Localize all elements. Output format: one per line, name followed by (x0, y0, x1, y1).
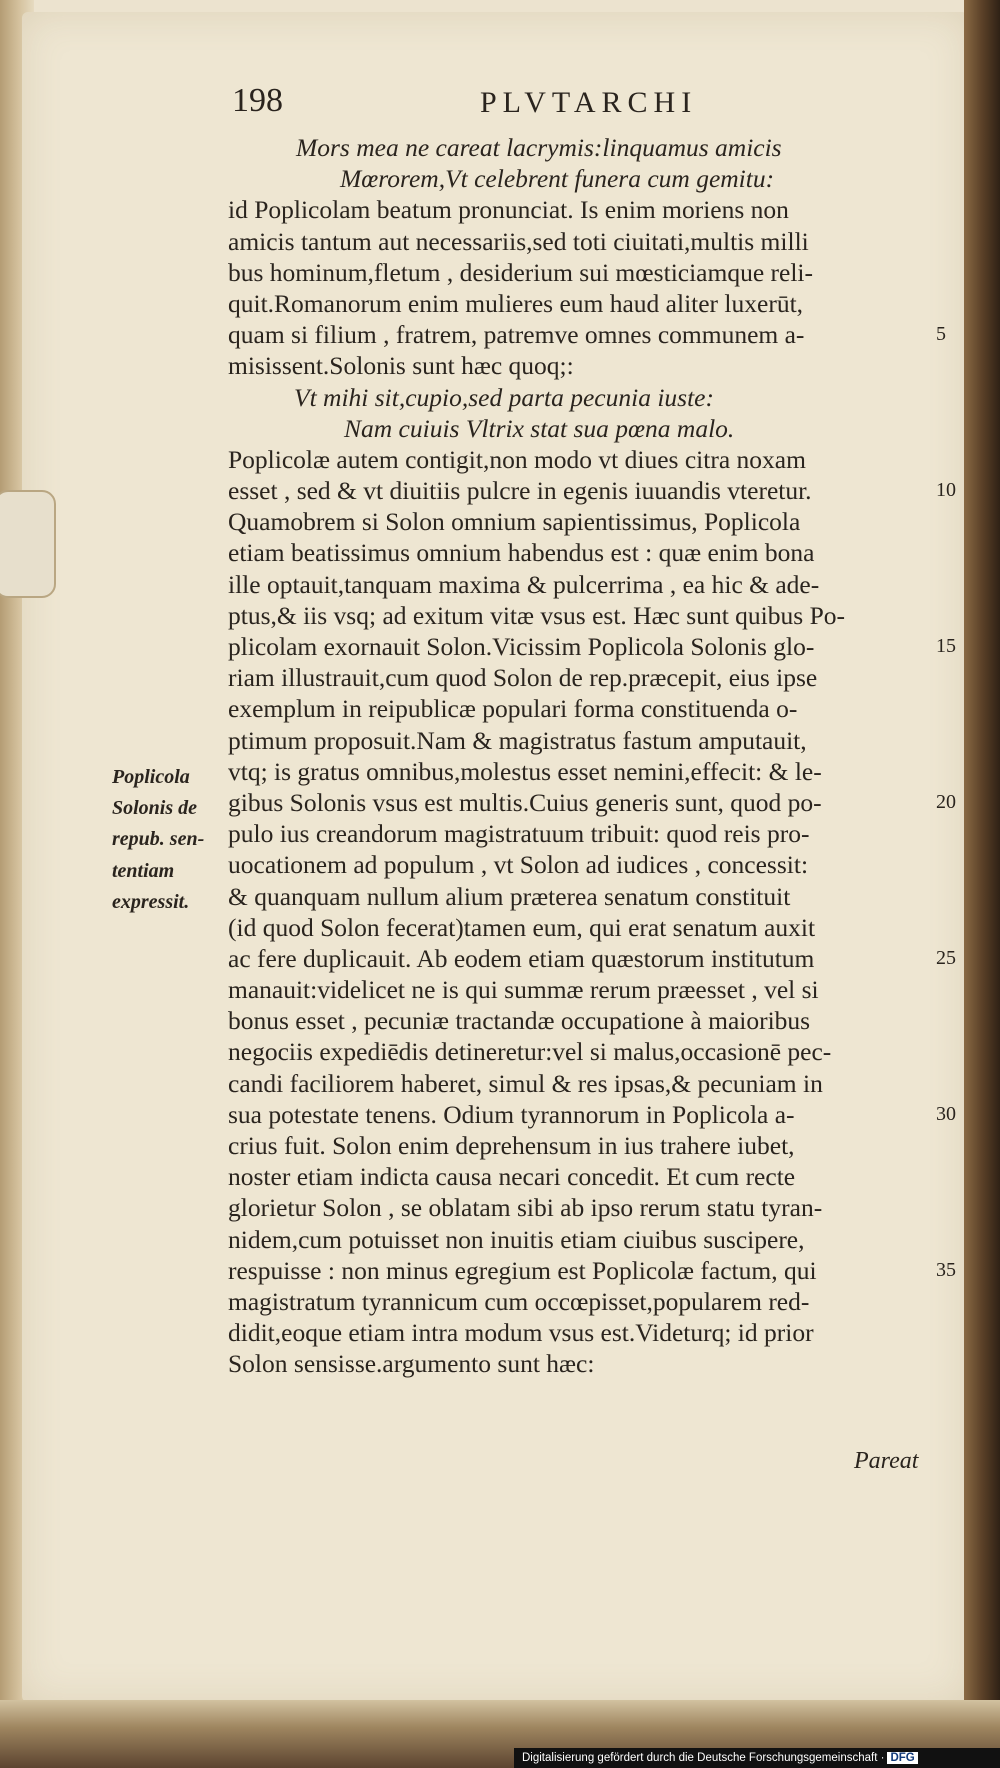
bookmark-clip (0, 490, 56, 598)
text-line: Poplicolæ autem contigit,non modo vt diues citra noxam (228, 444, 806, 474)
text-line: noster etiam indicta causa necari concedit. Et cum recte (228, 1162, 796, 1192)
text-line: candi faciliorem haberet, simul & res ipsas,& pecuniam in (228, 1068, 823, 1098)
text-line: exemplum in reipublicæ populari forma constituenda o- (228, 694, 798, 724)
text-line: riam illustrauit,cum quod Solon de rep.præcepit, eius ipse (228, 663, 818, 693)
text-line: ac fere duplicauit. Ab eodem etiam quæstorum institutum (228, 943, 815, 973)
catchword: Pareat (854, 1448, 919, 1474)
line-number: 10 (936, 479, 956, 502)
text-line: Mœrorem,Vt celebrent funera cum gemitu: (340, 164, 775, 194)
text-line: Quamobrem si Solon omnium sapientissimus, Poplicola (228, 507, 801, 537)
text-line: pulo ius creandorum magistratuum tribuit: quod reis pro- (228, 819, 810, 849)
text-line: etiam beatissimus omnium habendus est : quæ enim bona (228, 538, 815, 568)
text-line: plicolam exornauit Solon.Vicissim Poplicola Solonis glo- (228, 632, 815, 661)
digitization-credit: Digitalisierung gefördert durch die Deutsche Forschungsgemeinschaft · DFG (514, 1748, 1000, 1768)
text-line: (id quod Solon fecerat)tamen eum, qui erat senatum auxit (228, 912, 816, 942)
dfg-badge: DFG (887, 1752, 917, 1764)
text-line: negociis expediēdis detineretur:vel si malus,occasionē pec- (228, 1037, 832, 1067)
text-line: Mors mea ne careat lacrymis:linquamus amicis (296, 133, 782, 162)
text-line: amicis tantum aut necessariis,sed toti ciuitati,multis milli (228, 226, 809, 256)
text-line: magistratum tyrannicum cum occœpisset,popularem red- (228, 1286, 810, 1316)
text-line: didit,eoque etiam intra modum vsus est.Videturq; id prior (228, 1318, 814, 1348)
text-line: ille optauit,tanquam maxima & pulcerrima , ea hic & ade- (228, 569, 820, 599)
text-line: & quanquam nullum alium præterea senatum constituit (228, 881, 791, 911)
text-line: misissent.Solonis sunt hæc quoq;: (228, 351, 574, 381)
credit-text: Digitalisierung gefördert durch die Deutsche Forschungsgemeinschaft (522, 1752, 878, 1764)
text-line: uocationem ad populum , vt Solon ad iudices , concessit: (228, 850, 809, 880)
text-line: vtq; is gratus omnibus,molestus esset nemini,effecit: & le- (228, 756, 822, 786)
marginal-note-line: Poplicola (112, 766, 190, 788)
text-line: quam si filium , fratrem, patremve omnes communem a- (228, 320, 805, 350)
text-line: Solon sensisse.argumento sunt hæc: (228, 1349, 595, 1379)
text-line: respuisse : non minus egregium est Poplicolæ factum, qui (228, 1255, 817, 1285)
marginal-note (112, 762, 236, 918)
text-line: Nam cuiuis Vltrix stat sua pœna malo. (344, 413, 735, 443)
main-text-block (228, 132, 938, 1380)
text-line: esset , sed & vt diuitiis pulcre in egenis iuuandis vteretur. (228, 476, 812, 506)
text-line: crius fuit. Solon enim deprehensum in ius trahere iubet, (228, 1131, 795, 1160)
text-line: id Poplicolam beatum pronunciat. Is enim moriens non (228, 195, 789, 225)
page-header (232, 82, 952, 130)
text-line: ptus,& iis vsq; ad exitum vitæ vsus est. Hæc sunt quibus Po- (228, 600, 845, 630)
marginal-note-line: tentiam (112, 859, 175, 882)
text-line: bus hominum,fletum , desiderium sui mœsticiamque reli- (228, 257, 813, 287)
running-head: PLVTARCHI (480, 86, 698, 119)
line-number: 15 (936, 635, 956, 658)
line-number: 20 (936, 791, 956, 814)
page-edge-shadow (964, 0, 1000, 1708)
text-line: sua potestate tenens. Odium tyrannorum in Poplicola a- (228, 1099, 795, 1129)
marginal-note-line: Solonis de (112, 797, 198, 820)
text-line: bonus esset , pecuniæ tractandæ occupatione à maioribus (228, 1006, 811, 1036)
folio-number: 198 (232, 82, 283, 119)
text-line: quit.Romanorum enim mulieres eum haud aliter luxerūt, (228, 288, 804, 318)
line-number: 30 (936, 1103, 956, 1126)
text-line: gibus Solonis vsus est multis.Cuius generis sunt, quod po- (228, 787, 822, 817)
line-number: 35 (936, 1259, 956, 1282)
marginal-note-line: expressit. (112, 890, 190, 913)
line-number: 25 (936, 947, 956, 970)
text-line: Vt mihi sit,cupio,sed parta pecunia iuste: (294, 382, 714, 412)
text-line: glorietur Solon , se oblatam sibi ab ipso rerum statu tyran- (228, 1193, 823, 1223)
text-line: manauit:videlicet ne is qui summæ rerum præesset , vel si (228, 975, 819, 1005)
line-number: 5 (936, 323, 946, 346)
text-line: ptimum proposuit.Nam & magistratus fastum amputauit, (228, 725, 807, 755)
marginal-note-line: repub. sen- (112, 828, 205, 851)
text-line: nidem,cum potuisset non inuitis etiam ciuibus suscipere, (228, 1224, 805, 1254)
